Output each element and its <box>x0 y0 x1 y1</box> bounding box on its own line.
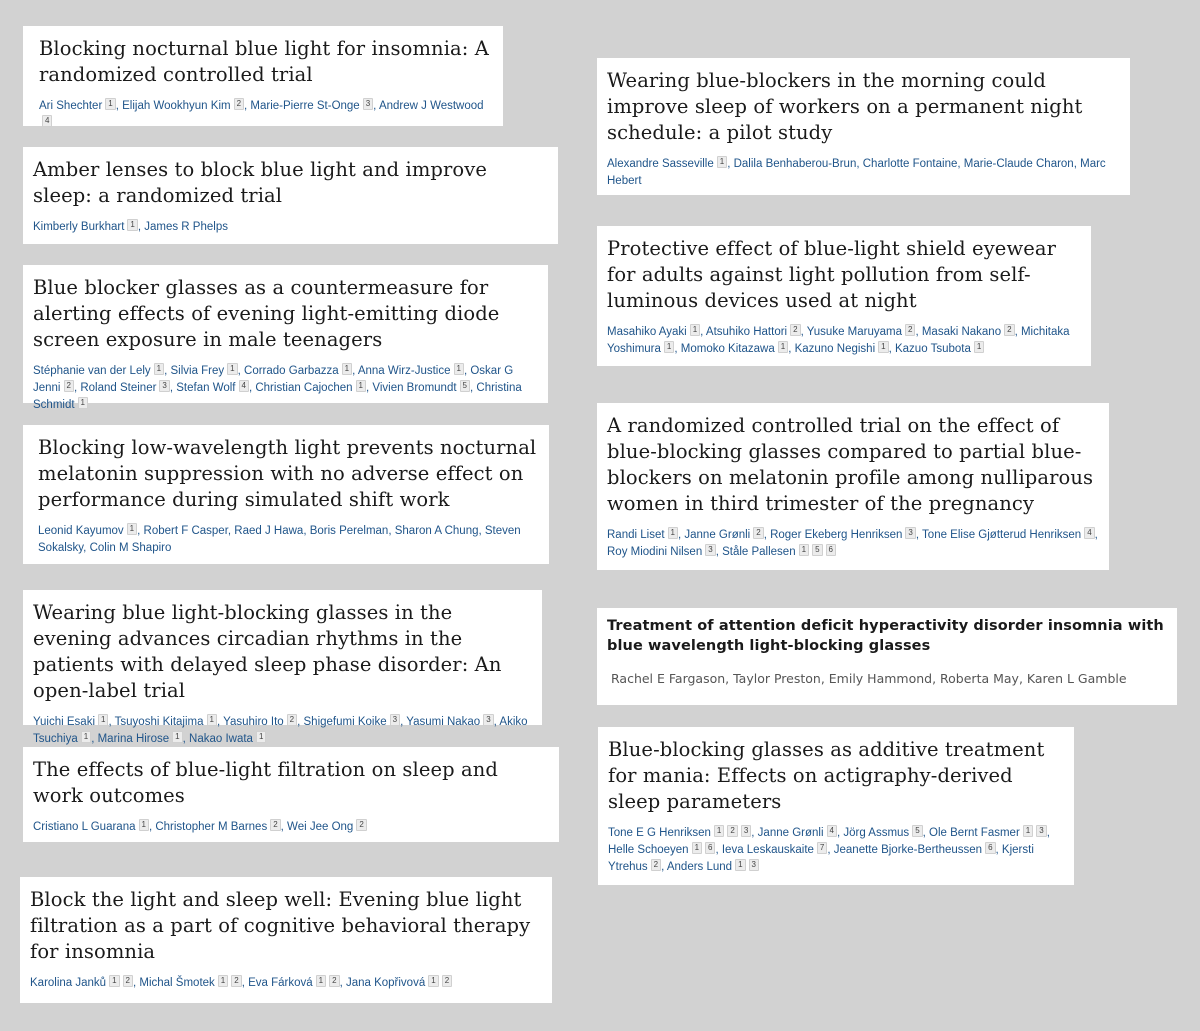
author-separator: , <box>1094 529 1098 541</box>
affiliation-badge[interactable]: 1 <box>207 714 217 726</box>
affiliation-badge[interactable]: 1 <box>154 363 164 375</box>
paper-card <box>23 590 542 745</box>
affiliation-badge[interactable]: 5 <box>812 544 822 556</box>
affiliation-badge[interactable]: 1 <box>690 324 700 336</box>
author-separator: , <box>922 827 930 839</box>
affiliation-badge[interactable]: 3 <box>483 714 493 726</box>
author-name[interactable]: Elijah Wookhyun Kim <box>122 100 231 112</box>
author-list <box>38 523 539 557</box>
author-separator: , <box>800 326 807 338</box>
author-name[interactable]: Dalila Benhaberou-Brun <box>733 158 857 170</box>
author-link[interactable] <box>248 977 339 989</box>
author-link[interactable] <box>39 100 116 112</box>
affiliation-badge[interactable]: 1 <box>356 380 366 392</box>
author-link[interactable] <box>406 716 493 728</box>
author-name[interactable]: Sharon A Chung <box>394 525 479 537</box>
author-separator: , <box>788 343 795 355</box>
author-separator: , <box>715 844 722 856</box>
author-link[interactable] <box>115 716 217 728</box>
author-link[interactable] <box>372 382 470 394</box>
author-list <box>33 219 548 236</box>
affiliation-badge[interactable]: 5 <box>912 825 922 837</box>
affiliation-badge[interactable]: 5 <box>460 380 470 392</box>
author-link[interactable] <box>223 716 297 728</box>
author-separator: , <box>493 716 500 728</box>
author-separator: , <box>83 542 90 554</box>
author-separator: , <box>241 977 249 989</box>
author-name[interactable]: Jeanette Bjorke-Bertheussen <box>833 844 983 856</box>
author-link[interactable] <box>176 382 249 394</box>
affiliation-badge[interactable]: 2 <box>123 975 133 987</box>
author-name[interactable]: Jana Kopřivová <box>345 977 426 989</box>
author-link[interactable] <box>607 326 700 338</box>
author-separator: , <box>137 525 144 537</box>
author-name[interactable]: Christopher M Barnes <box>155 821 268 833</box>
author-name[interactable]: Raed J Hawa <box>234 525 304 537</box>
author-name[interactable]: Yusuke Maruyama <box>806 326 902 338</box>
affiliation-badge[interactable]: 3 <box>1036 825 1046 837</box>
author-list <box>607 527 1099 561</box>
affiliation-badge[interactable]: 1 <box>172 731 182 743</box>
paper-title[interactable]: A randomized controlled trial on the effect of blue-blocking glasses compared to partial blue-blockers on melatonin profile among nulliparous women in third trimester of the pregnancy <box>607 414 1094 515</box>
author-name[interactable]: Christian Cajochen <box>255 382 353 394</box>
author-link[interactable] <box>310 525 389 537</box>
affiliation-badge[interactable]: 1 <box>668 527 678 539</box>
author-link[interactable] <box>170 365 237 377</box>
author-link[interactable] <box>681 343 788 355</box>
author-link[interactable] <box>80 382 170 394</box>
paper-card <box>23 26 503 126</box>
author-name[interactable]: Janne Grønli <box>684 529 751 541</box>
author-link[interactable] <box>607 546 716 558</box>
author-list <box>30 975 542 992</box>
author-separator: , <box>661 861 667 873</box>
affiliation-badge[interactable]: 4 <box>42 115 52 127</box>
author-separator: , <box>995 844 1002 856</box>
affiliation-badge[interactable]: 2 <box>270 819 280 831</box>
author-list <box>33 363 538 414</box>
author-name[interactable]: Cristiano L Guarana <box>33 821 136 833</box>
author-name[interactable]: Robert F Casper <box>143 525 228 537</box>
author-separator: , <box>751 827 758 839</box>
paper-card <box>23 425 549 564</box>
author-separator: , <box>216 716 224 728</box>
paper-title[interactable]: Blue blocker glasses as a countermeasure for alerting effects of evening light-emitting diode screen exposure in male teenagers <box>33 276 500 351</box>
affiliation-badge[interactable]: 3 <box>905 527 915 539</box>
author-separator: , <box>297 716 304 728</box>
author-name[interactable]: Corrado Garbazza <box>244 365 339 377</box>
author-link[interactable] <box>734 158 857 170</box>
author-name[interactable]: Stéphanie van der Lely <box>33 365 151 377</box>
paper-card <box>597 608 1177 705</box>
author-name[interactable]: Masahiko Ayaki <box>607 326 687 338</box>
author-separator: , <box>164 365 171 377</box>
author-name[interactable]: Shigefumi Koike <box>303 716 387 728</box>
author-link[interactable] <box>863 158 958 170</box>
author-name[interactable]: Ståle Pallesen <box>722 546 796 558</box>
author-name[interactable]: Michal Šmotek <box>139 977 215 989</box>
affiliation-badge[interactable]: 2 <box>231 975 241 987</box>
author-separator: , <box>678 529 685 541</box>
author-separator: , <box>108 716 115 728</box>
affiliation-badge[interactable]: 3 <box>741 825 751 837</box>
affiliation-badge[interactable]: 1 <box>454 363 464 375</box>
author-name[interactable]: Alexandre Sasseville <box>607 158 714 170</box>
affiliation-badge[interactable]: 2 <box>329 975 339 987</box>
affiliation-badge[interactable]: 4 <box>239 380 249 392</box>
paper-title[interactable]: Wearing blue-blockers in the morning could improve sleep of workers on a permanent night schedule: a pilot study <box>607 69 1083 144</box>
author-link[interactable] <box>33 365 164 377</box>
affiliation-badge[interactable]: 1 <box>127 219 137 231</box>
author-name[interactable]: Janne Grønli <box>757 827 824 839</box>
author-separator: , <box>463 365 471 377</box>
author-link[interactable] <box>795 343 889 355</box>
author-link[interactable] <box>33 821 149 833</box>
author-list <box>608 825 1064 876</box>
affiliation-badge[interactable]: 1 <box>256 731 266 743</box>
paper-title[interactable]: Wearing blue light-blocking glasses in the evening advances circadian rhythms in the patients with delayed sleep phase disorder: An open-label trial <box>33 601 502 702</box>
affiliation-badge[interactable]: 3 <box>705 544 715 556</box>
affiliation-badge[interactable]: 2 <box>356 819 366 831</box>
author-link[interactable] <box>90 542 172 554</box>
author-separator: , <box>227 525 235 537</box>
author-name[interactable]: Eva Fárková <box>248 977 313 989</box>
author-link[interactable] <box>358 365 464 377</box>
author-link[interactable] <box>843 827 922 839</box>
affiliation-badge[interactable]: 1 <box>227 363 237 375</box>
author-name[interactable]: Roy Miodini Nilsen <box>607 546 703 558</box>
author-list-plain: Rachel E Fargason, Taylor Preston, Emily Hammond, Roberta May, Karen L Gamble <box>611 671 1127 686</box>
affiliation-badge[interactable]: 1 <box>428 975 438 987</box>
author-separator: , <box>763 529 771 541</box>
author-name[interactable]: Andrew J Westwood <box>378 100 484 112</box>
author-name[interactable]: Boris Perelman <box>309 525 389 537</box>
author-separator: , <box>244 100 251 112</box>
author-link[interactable] <box>922 529 1095 541</box>
author-link[interactable] <box>929 827 1047 839</box>
author-separator: , <box>339 977 346 989</box>
paper-title[interactable]: Block the light and sleep well: Evening blue light filtration as a part of cognitive behavioral therapy for insomnia <box>30 888 531 963</box>
author-name[interactable]: Ole Bernt Fasmer <box>929 827 1020 839</box>
affiliation-badge[interactable]: 6 <box>985 842 995 854</box>
affiliation-badge[interactable]: 2 <box>1004 324 1014 336</box>
paper-title[interactable]: Amber lenses to block blue light and improve sleep: a randomized trial <box>33 158 488 207</box>
author-link[interactable] <box>722 546 836 558</box>
author-link[interactable] <box>38 525 137 537</box>
paper-title[interactable]: Blocking low-wavelength light prevents nocturnal melatonin suppression with no adverse effect on performance during simulated shift work <box>38 436 537 511</box>
author-separator: , <box>132 977 140 989</box>
author-separator: , <box>478 525 485 537</box>
author-separator: , <box>915 529 923 541</box>
affiliation-badge[interactable]: 1 <box>735 859 745 871</box>
author-list <box>607 156 1120 190</box>
author-link[interactable] <box>255 382 366 394</box>
author-separator: , <box>400 716 407 728</box>
author-name[interactable]: Roger Ekeberg Henriksen <box>770 529 903 541</box>
author-separator: , <box>836 827 844 839</box>
affiliation-badge[interactable]: 2 <box>727 825 737 837</box>
paper-card <box>598 727 1074 885</box>
author-link[interactable] <box>770 529 916 541</box>
author-separator: , <box>470 382 477 394</box>
affiliation-badge[interactable]: 1 <box>98 714 108 726</box>
author-link[interactable] <box>33 221 138 233</box>
author-separator: , <box>303 525 310 537</box>
author-name[interactable]: Yasuhiro Ito <box>223 716 284 728</box>
affiliation-badge[interactable]: 2 <box>651 859 661 871</box>
author-name[interactable]: Michitaka Yoshimura <box>607 326 1070 355</box>
author-name[interactable]: Marie-Pierre St-Onge <box>250 100 360 112</box>
author-link[interactable] <box>807 326 916 338</box>
affiliation-badge[interactable]: 2 <box>442 975 452 987</box>
author-separator: , <box>727 158 734 170</box>
author-separator: , <box>237 365 245 377</box>
affiliation-badge[interactable]: 1 <box>664 341 674 353</box>
author-link[interactable] <box>122 100 244 112</box>
paper-title[interactable]: Protective effect of blue-light shield eyewear for adults against light pollution from self-luminous devices used at night <box>607 237 1057 312</box>
author-separator: , <box>915 326 922 338</box>
paper-title[interactable]: Blue-blocking glasses as additive treatment for mania: Effects on actigraphy-derived sleep parameters <box>608 738 1045 813</box>
author-name[interactable]: Yuichi Esaki <box>33 716 96 728</box>
affiliation-badge[interactable]: 3 <box>363 98 373 110</box>
affiliation-badge[interactable]: 2 <box>790 324 800 336</box>
affiliation-badge[interactable]: 1 <box>974 341 984 353</box>
author-name[interactable]: Wei Jee Ong <box>287 821 354 833</box>
affiliation-badge[interactable]: 3 <box>159 380 169 392</box>
author-link[interactable] <box>964 158 1074 170</box>
affiliation-badge[interactable]: 1 <box>127 523 137 535</box>
author-link[interactable] <box>608 827 751 839</box>
author-name[interactable]: Helle Schoeyen <box>608 844 689 856</box>
author-list <box>607 324 1081 358</box>
affiliation-badge[interactable]: 1 <box>714 825 724 837</box>
author-name[interactable]: Kazuo Tsubota <box>894 343 971 355</box>
author-separator: , <box>169 382 177 394</box>
author-separator: , <box>73 382 81 394</box>
author-link[interactable] <box>895 343 984 355</box>
affiliation-badge[interactable]: 4 <box>1084 527 1094 539</box>
author-name[interactable]: Christina Schmidt <box>33 382 522 411</box>
author-name[interactable]: Karolina Janků <box>30 977 107 989</box>
affiliation-badge[interactable]: 7 <box>817 842 827 854</box>
author-name[interactable]: Ari Shechter <box>39 100 103 112</box>
author-separator: , <box>373 100 379 112</box>
author-link[interactable] <box>189 733 266 745</box>
author-name[interactable]: Ieva Leskauskaite <box>721 844 814 856</box>
author-name[interactable]: Anders Lund <box>666 861 733 873</box>
author-separator: , <box>1014 326 1021 338</box>
author-name[interactable]: Kjersti Ytrehus <box>608 844 1034 873</box>
author-name[interactable]: Momoko Kitazawa <box>680 343 775 355</box>
author-name[interactable]: Tsuyoshi Kitajima <box>114 716 204 728</box>
paper-title[interactable]: The effects of blue-light filtration on sleep and work outcomes <box>33 758 499 807</box>
author-separator: , <box>352 365 358 377</box>
affiliation-badge[interactable]: 3 <box>749 859 759 871</box>
author-link[interactable] <box>834 844 996 856</box>
author-name[interactable]: Steven Sokalsky <box>38 525 521 554</box>
author-name[interactable]: Nakao Iwata <box>189 733 253 745</box>
author-name[interactable]: Kimberly Burkhart <box>33 221 125 233</box>
author-name[interactable]: James R Phelps <box>144 221 228 233</box>
affiliation-badge[interactable]: 1 <box>799 544 809 556</box>
paper-card <box>23 147 558 244</box>
affiliation-badge[interactable]: 2 <box>234 98 244 110</box>
author-link[interactable] <box>395 525 479 537</box>
affiliation-badge[interactable]: 1 <box>218 975 228 987</box>
author-name[interactable]: Leonid Kayumov <box>38 525 124 537</box>
author-link[interactable] <box>155 821 280 833</box>
paper-card <box>597 58 1130 195</box>
author-link[interactable] <box>139 977 241 989</box>
author-link[interactable] <box>250 100 373 112</box>
author-link[interactable] <box>144 525 228 537</box>
affiliation-badge[interactable]: 1 <box>78 397 88 409</box>
paper-card <box>597 226 1091 366</box>
author-link[interactable] <box>30 977 133 989</box>
affiliation-badge[interactable]: 1 <box>81 731 91 743</box>
author-separator: , <box>248 382 256 394</box>
author-link[interactable] <box>607 158 727 170</box>
author-link[interactable] <box>608 844 715 856</box>
author-separator: , <box>388 525 395 537</box>
author-name[interactable]: Tone E G Henriksen <box>608 827 711 839</box>
author-name[interactable]: Marina Hirose <box>97 733 170 745</box>
affiliation-badge[interactable]: 4 <box>827 825 837 837</box>
author-separator: , <box>365 382 373 394</box>
author-link[interactable] <box>304 716 401 728</box>
author-link[interactable] <box>667 861 759 873</box>
author-name[interactable]: Silvia Frey <box>170 365 225 377</box>
author-separator: , <box>137 221 145 233</box>
affiliation-badge[interactable]: 1 <box>692 842 702 854</box>
affiliation-badge[interactable]: 2 <box>287 714 297 726</box>
paper-card <box>23 747 559 842</box>
author-name[interactable]: Kazuno Negishi <box>794 343 876 355</box>
affiliation-badge[interactable]: 1 <box>105 98 115 110</box>
author-name[interactable]: Jörg Assmus <box>843 827 910 839</box>
author-link[interactable] <box>244 365 352 377</box>
affiliation-badge[interactable]: 1 <box>778 341 788 353</box>
author-separator: , <box>856 158 863 170</box>
affiliation-badge[interactable]: 1 <box>316 975 326 987</box>
author-link[interactable] <box>98 733 183 745</box>
author-separator: , <box>715 546 723 558</box>
affiliation-badge[interactable]: 2 <box>753 527 763 539</box>
author-link[interactable] <box>234 525 303 537</box>
author-separator: , <box>700 326 706 338</box>
affiliation-badge[interactable]: 1 <box>139 819 149 831</box>
affiliation-badge[interactable]: 1 <box>1023 825 1033 837</box>
affiliation-badge[interactable]: 1 <box>109 975 119 987</box>
author-separator: , <box>280 821 288 833</box>
author-link[interactable] <box>144 221 228 233</box>
affiliation-badge[interactable]: 1 <box>878 341 888 353</box>
affiliation-badge[interactable]: 2 <box>905 324 915 336</box>
author-name[interactable]: Roland Steiner <box>80 382 157 394</box>
author-name[interactable]: Marie-Claude Charon <box>963 158 1074 170</box>
paper-title[interactable]: Treatment of attention deficit hyperactivity disorder insomnia with blue wavelength light-blocking glasses <box>607 618 1164 654</box>
author-separator: , <box>1073 158 1081 170</box>
author-name[interactable]: Charlotte Fontaine <box>862 158 958 170</box>
author-link[interactable] <box>922 326 1015 338</box>
author-link[interactable] <box>346 977 452 989</box>
author-separator: , <box>148 821 156 833</box>
author-separator: , <box>1046 827 1050 839</box>
author-name[interactable]: Oskar G Jenni <box>33 365 514 394</box>
author-link[interactable] <box>758 827 837 839</box>
paper-card <box>23 265 548 411</box>
author-name[interactable]: Akiko Tsuchiya <box>33 716 528 745</box>
affiliation-badge[interactable]: 1 <box>342 363 352 375</box>
affiliation-badge[interactable]: 3 <box>390 714 400 726</box>
paper-card <box>20 877 552 1003</box>
author-name[interactable]: Tone Elise Gjøtterud Henriksen <box>922 529 1082 541</box>
author-list <box>33 819 549 836</box>
author-link[interactable] <box>33 716 108 728</box>
author-separator: , <box>957 158 964 170</box>
paper-card <box>597 403 1109 570</box>
author-link[interactable] <box>706 326 801 338</box>
paper-title[interactable]: Blocking nocturnal blue light for insomnia: A randomized controlled trial <box>39 37 489 86</box>
author-link[interactable] <box>287 821 367 833</box>
affiliation-badge[interactable]: 2 <box>64 380 74 392</box>
author-name[interactable]: Anna Wirz-Justice <box>357 365 451 377</box>
affiliation-badge[interactable]: 6 <box>826 544 836 556</box>
affiliation-badge[interactable]: 6 <box>705 842 715 854</box>
author-name[interactable]: Colin M Shapiro <box>89 542 172 554</box>
author-link[interactable] <box>684 529 763 541</box>
author-name[interactable]: Marc Hebert <box>607 158 1106 187</box>
author-link[interactable] <box>607 529 678 541</box>
author-separator: , <box>674 343 681 355</box>
author-separator: , <box>115 100 123 112</box>
author-separator: , <box>827 844 834 856</box>
author-name[interactable]: Randi Liset <box>607 529 665 541</box>
author-name[interactable]: Atsuhiko Hattori <box>705 326 788 338</box>
author-name[interactable]: Stefan Wolf <box>176 382 236 394</box>
author-name[interactable]: Masaki Nakano <box>921 326 1002 338</box>
author-list <box>33 714 532 748</box>
author-separator: , <box>91 733 98 745</box>
author-name[interactable]: Yasumi Nakao <box>406 716 481 728</box>
author-separator: , <box>888 343 895 355</box>
affiliation-badge[interactable]: 1 <box>717 156 727 168</box>
author-name[interactable]: Vivien Bromundt <box>372 382 457 394</box>
author-separator: , <box>182 733 190 745</box>
author-link[interactable] <box>722 844 828 856</box>
author-list <box>39 98 493 132</box>
